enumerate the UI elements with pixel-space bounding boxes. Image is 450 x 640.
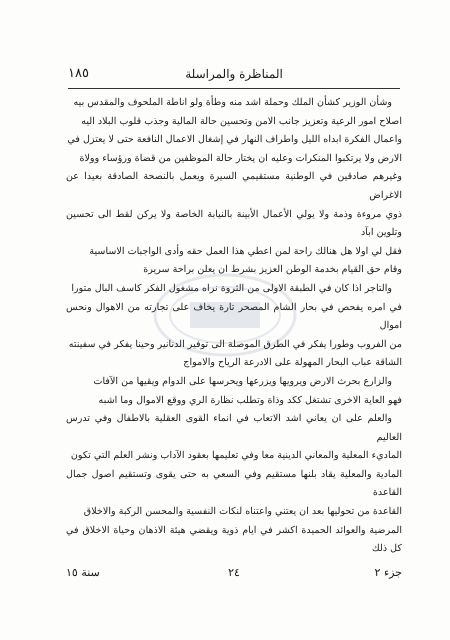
text-line: القاعدة من تحوليها بعد ان يعتني واعتناه لنكات النفسية والمحسن الركبة والاخلاق: [83, 506, 402, 518]
text-line: فهو العاية الاخرى تشتغل ككد وذاة وتطلب نظارة الري ووقع الاموال وما اشبه: [98, 394, 402, 406]
running-title: المناظرة والمراسلة: [185, 67, 283, 81]
page-footer: [66, 566, 402, 586]
header-rule: [68, 88, 400, 89]
text-line: في امره يفحص في بحار الشام المصحر تارة يخاف على تجارته من الاهوال ونحس اموال: [66, 301, 402, 332]
text-line: اصلاح امور الرعية وتعزيز جانب الامن وتحسين حالة المالية وجذب قلوب البلاد اليه: [81, 115, 402, 127]
year-label: سنة ١٥: [66, 566, 100, 579]
text-line: وغيرهم صادقين في الوطنية مستقيمي السيرة ويعمل بالنصحة الصادقة بعيدا عن الاغراض: [66, 171, 402, 201]
page-header: [68, 66, 400, 88]
text-line: ذوي مروءة وذمة ولا يولي الأعمال الأبينة بالنيابة الخاصة ولا يركن لقط الى تحسين وتلوين ابآد: [66, 208, 402, 239]
text-line: وشأن الوزير كشأن الملك وحملة اشد منه وطأة ولو اناطة الملحوف والمقدس بيه: [73, 97, 392, 108]
text-line: والتاجر اذا كان في الطبقة الاولى من الثروة نراه مشغول الفكر كاسف البال متورا: [71, 282, 392, 294]
text-line: الارض ولا يرتكبوا المنكرات وعليه ان يختار حالة الموظفين من قضاة ورؤساء وولاة: [79, 152, 402, 164]
text-line: المادية والمعلية يقاد بلنها مستقيم وفي السعي به حتى يقوى وتستقيم اصول جمال القاعدة: [66, 468, 402, 499]
text-line: والزارع بحرث الارض ويرويها ويزرعها ويحرسها على الدوام ويقيها من الآفات: [93, 375, 392, 387]
page-number: ١٨٥: [68, 66, 89, 81]
body-text: [66, 94, 402, 560]
text-line: واعمال الفكرة ابداه الليل واطراف النهار في إشغال الاعمال النافعة حتى لا يعتزل في: [67, 134, 402, 146]
footer-page-number: ٢٤: [228, 566, 240, 579]
text-line: المرضية والعوائد الحميدة اكشر في ايام ذوية ويقضي هيئة الاذهان وحياة الاخلاق في كل ذلك: [66, 524, 402, 555]
text-line: فقل لي اولا هل هنالك راحة لمن اعطي هذا العمل حقه وأدى الواجبات الاساسية: [89, 245, 402, 257]
text-line: الشاقة عباب البحار المهولة على الادرعة الرياح والامواج: [183, 357, 402, 369]
volume-label: جزء ٢: [374, 566, 402, 579]
text-line: [66, 559, 402, 560]
text-line: وقام حق القيام بخدمة الوطن العزيز بشرط ان يعلن براحة سريرة: [143, 264, 402, 276]
text-line: الماديء المعلية والمعاني الدينية معا وفي تعليمها بعقود الآداب ونشر العلم التي تكون: [70, 450, 402, 462]
text-line: والعلم على ان يعاني اشد الاتعاب في انماء القوى العقلية بالاطفال وفي تدرس العاليم: [66, 413, 402, 443]
text-line: من الفروب وطورا يفكر في الطرق الموصلة الى توفير الدنانير وحينا يفكر في سفينته: [68, 338, 402, 350]
